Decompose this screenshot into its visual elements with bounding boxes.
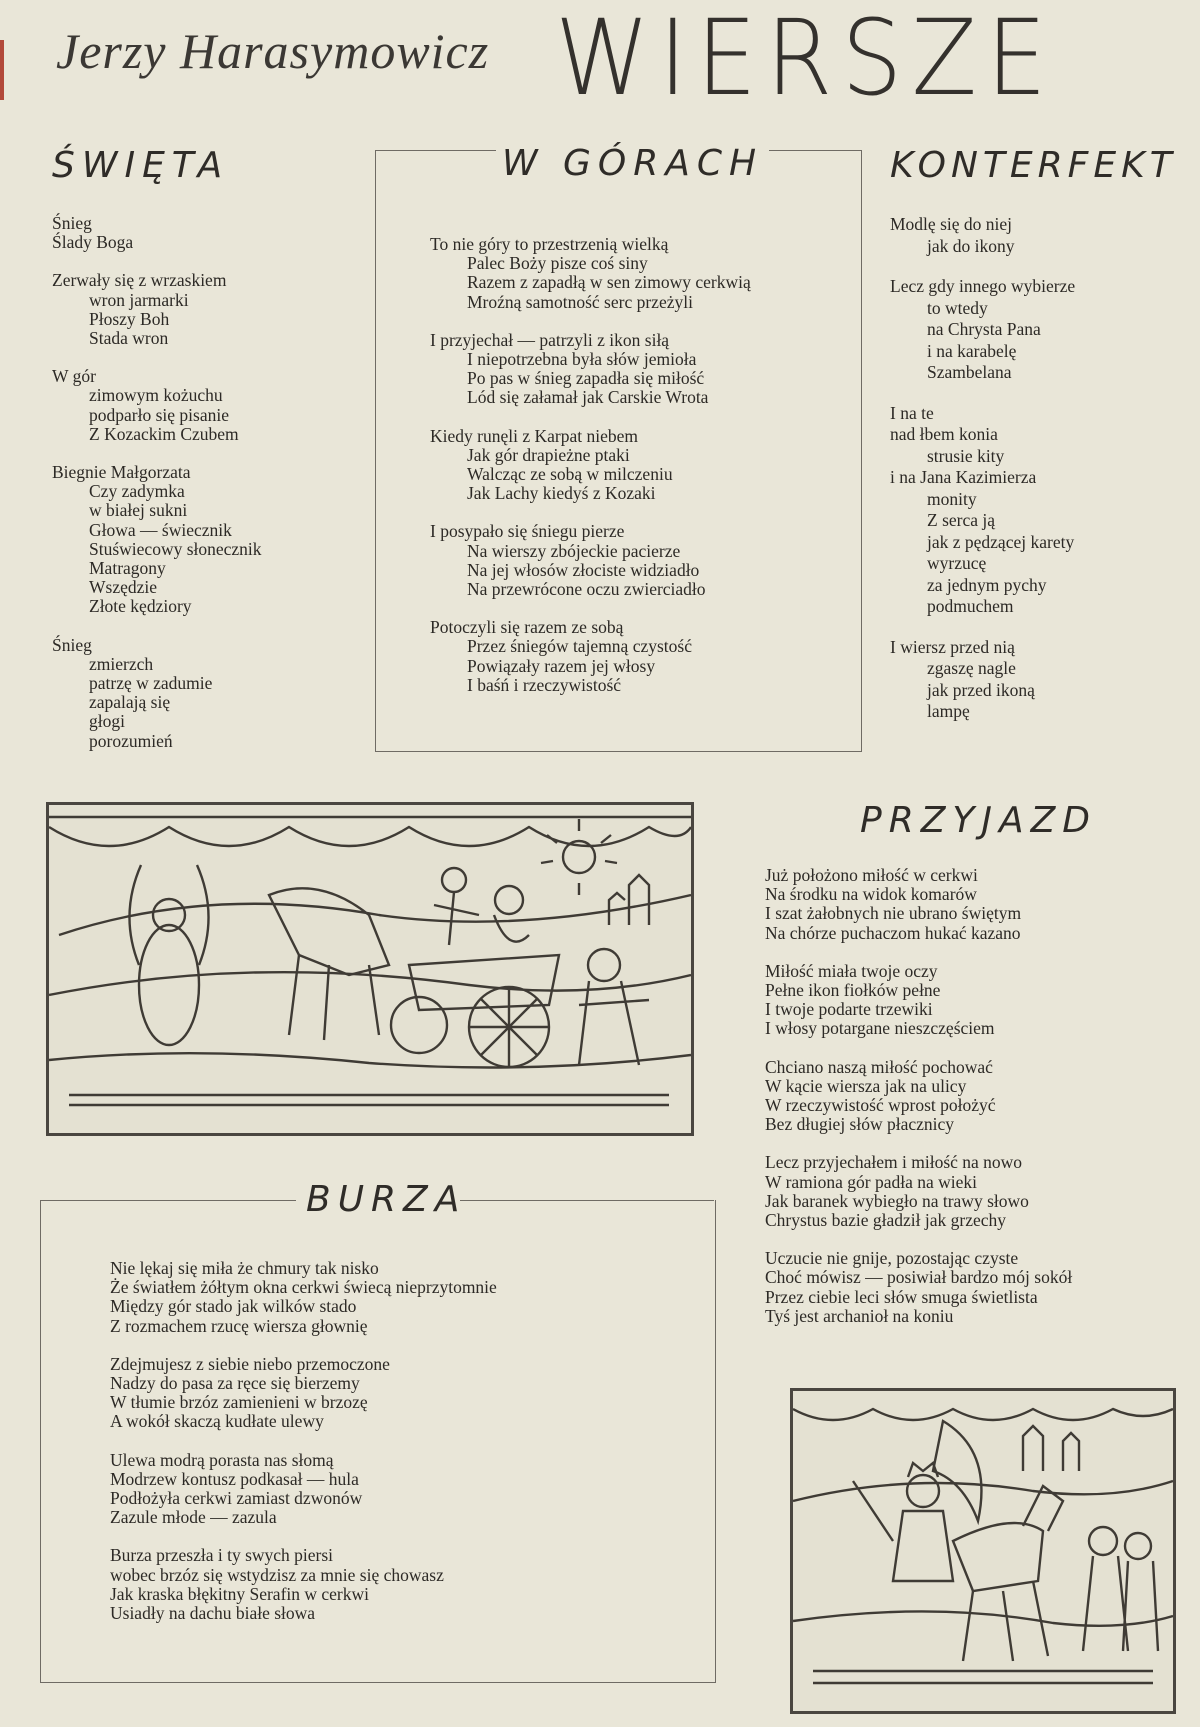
poem-line: i na karabelę [927,340,1017,361]
poem-line: Matragony [89,558,166,579]
stanza [890,637,1075,723]
poem-line: Płoszy Boh [89,308,170,329]
poem-line: Z Kozackim Czubem [89,423,239,444]
poem-line: Pełne ikon fiołków pełne [765,980,941,1001]
woodcut-sleigh-image [49,805,691,1133]
poem-line: i na Jana Kazimierza [890,467,1037,487]
stanza [52,463,262,617]
poem-line: W rzeczywistość wprost położyć [765,1095,996,1116]
poem-line: Jak Lachy kiedyś z Kozaki [467,483,656,504]
page-title: WIERSZE [555,0,1056,119]
poem-line: Potoczyli się razem ze sobą [430,617,624,638]
stanza [52,271,262,348]
stanza [765,1249,1072,1326]
poem-line: To nie góry to przestrzenią wielką [430,234,669,254]
poem-line: I niepotrzebna była słów jemioła [467,349,697,370]
poem-line: Na chórze puchaczom hukać kazano [765,922,1021,943]
poem-line: Czy zadymka [89,481,185,502]
poem-line: I włosy potargane nieszczęściem [765,1018,995,1039]
poem-line: Jak baranek wybiegło na trawy słowo [765,1190,1029,1211]
poem-line: Biegnie Małgorzata [52,462,191,483]
stanza [430,235,751,312]
poem-line: Choć mówisz — posiwiał bardzo mój sokół [765,1267,1073,1288]
poem-line: W tłumie brzóz zamienieni w brzozę [110,1392,368,1413]
poem-line: Modrzew kontusz podkasał — hula [110,1468,359,1489]
poem-line: Usiadły na dachu białe słowa [110,1603,316,1624]
poem-line: Razem z zapadłą w sen zimowy cerkwią [467,272,751,293]
poem-line: Na jej włosów złociste widziadło [467,559,700,580]
poem-line: Wszędzie [89,577,158,598]
poem-line: Przez ciebie leci słów smuga świetlista [765,1286,1038,1307]
poem-line: Podłożyła cerkwi zamiast dzwonów [110,1488,363,1509]
poem-line: strusie kity [927,445,1005,466]
poem-line: podmuchem [927,596,1014,616]
poem-line: W gór [52,366,96,387]
stanza [765,866,1072,943]
poem-line: w białej sukni [89,500,188,521]
stanza [765,1153,1072,1230]
poem-line: za jednym pychy [927,574,1047,595]
poem-line: zapalają się [89,692,171,713]
stanza [110,1546,497,1623]
poem-line: Walcząc ze sobą w milczeniu [467,464,673,485]
poem-line: Tyś jest archanioł na koniu [765,1305,954,1326]
poem-line: Miłość miała twoje oczy [765,960,938,981]
author-name: Jerzy Harasymowicz [56,23,490,79]
poem-line: Burza przeszła i ty swych piersi [110,1545,334,1566]
poem-line: Między gór stado jak wilków stado [110,1296,357,1317]
poem-line: nad łbem konia [890,424,998,444]
burza-rule-right [460,1200,714,1201]
poem-line: Chciano naszą miłość pochować [765,1056,993,1077]
poem-line: Nadzy do pasa za ręce się bierzemy [110,1373,360,1394]
poem-line: zmierzch [89,653,154,674]
poem-swieta [52,214,262,770]
poem-line: wobec brzóz się wstydzisz za mnie się chowasz [110,1564,444,1585]
poem-line: I posypało się śniegu pierze [430,521,625,542]
poem-line: Na przewrócone oczu zwierciadło [467,579,706,600]
poem-line: głogi [89,711,125,732]
stanza [890,403,1075,618]
poem-line: Że światłem żółtym okna cerkwi świecą nieprzytomnie [110,1277,497,1298]
burza-rule-left [40,1200,296,1201]
poem-line: to wtedy [927,297,988,318]
poem-line: Lód się załamał jak Carskie Wrota [467,387,709,408]
poem-line: monity [927,488,977,509]
poem-w-gorach [430,235,751,714]
poem-konterfekt [890,214,1075,742]
poem-line: Zerwały się z wrzaskiem [52,270,227,291]
woodcut-rider-image [793,1391,1173,1711]
poem-line: Z rozmachem rzucę wiersza głownię [110,1315,368,1336]
poem-line: Lecz przyjechałem i miłość na nowo [765,1152,1023,1173]
stanza [890,214,1075,257]
poem-line: Złote kędziory [89,596,192,617]
stanza [430,331,751,408]
stanza [52,636,262,751]
stanza [430,522,751,599]
poem-line: wyrzucę [927,553,987,573]
poem-line: I wiersz przed nią [890,636,1015,657]
poem-line: Stada wron [89,328,169,349]
poem-line: Nie lękaj się miła że chmury tak nisko [110,1258,379,1278]
poem-line: jak do ikony [927,235,1015,256]
poem-line: Z serca ją [927,510,996,530]
poem-line: W ramiona gór padła na wieki [765,1171,978,1192]
poem-line: porozumień [89,730,173,751]
stanza [890,276,1075,384]
poem-line: wron jarmarki [89,289,189,310]
poem-line: Modlę się do niej [890,214,1012,234]
stanza [765,1058,1072,1135]
poem-line: zgaszę nagle [927,658,1016,678]
poem-line: Na wierszy zbójeckie pacierze [467,540,681,561]
poem-line: Stuświecowy słonecznik [89,538,262,559]
poem-line: A wokół skaczą kudłate ulewy [110,1411,324,1432]
poem-line: Powiązały razem jej włosy [467,655,656,676]
poem-line: Chrystus bazie gładził jak grzechy [765,1210,1007,1231]
stanza [430,618,751,695]
poem-line: I baśń i rzeczywistość [467,674,622,695]
poem-line: patrzę w zadumie [89,673,213,694]
poem-przyjazd [765,866,1072,1345]
poem-line: Lecz gdy innego wybierze [890,276,1076,296]
stanza [52,214,262,252]
poem-line: Głowa — świecznik [89,519,232,540]
poem-line: Palec Boży pisze coś siny [467,253,648,274]
poem-line: Kiedy runęli z Karpat niebem [430,425,638,446]
stanza [110,1451,497,1528]
stanza [52,367,262,444]
stanza [765,962,1072,1039]
stanza [430,427,751,504]
poem-title-w-gorach: W GÓRACH [496,146,769,182]
poem-title-przyjazd: PRZYJAZD [860,800,1098,841]
poem-title-konterfekt: KONTERFEKT [890,145,1177,186]
poem-line: Zazule młode — zazula [110,1507,277,1528]
poem-line: lampę [927,701,970,721]
poem-line: I na te [890,402,934,423]
poem-line: na Chrysta Pana [927,319,1041,339]
poem-title-burza: BURZA [306,1179,467,1220]
poem-line: Jak kraska błękitny Serafin w cerkwi [110,1583,370,1604]
poem-line: Ślady Boga [52,232,134,253]
poem-line: Uczucie nie gnije, pozostając czyste [765,1248,1019,1269]
poem-line: jak z pędzącej karety [927,531,1075,552]
poem-line: Po pas w śnieg zapadła się miłość [467,368,705,389]
poem-line: Na środku na widok komarów [765,884,977,905]
poem-line: Szambelana [927,362,1012,382]
poem-line: I przyjechał — patrzyli z ikon siłą [430,329,670,350]
poem-line: I szat żałobnych nie ubrano świętym [765,903,1022,924]
stanza [110,1259,497,1336]
stanza [110,1355,497,1432]
poem-line: Ulewa modrą porasta nas słomą [110,1449,334,1470]
poem-line: I twoje podarte trzewiki [765,999,933,1020]
poem-line: W kącie wiersza jak na ulicy [765,1075,967,1096]
poem-line: zimowym kożuchu [89,385,223,406]
poem-title-swieta: ŚWIĘTA [52,145,230,186]
poem-line: Przez śniegów tajemną czystość [467,636,692,657]
poem-line: Śnieg [52,634,92,655]
poem-line: podparło się pisanie [89,404,229,425]
poem-line: Mroźną samotność serc przeżyli [467,291,693,312]
poem-line: Śnieg [52,213,92,233]
woodcut-sleigh-scene [46,802,694,1136]
poem-line: Jak gór drapieżne ptaki [467,444,630,465]
poem-line: Zdejmujesz z siebie niebo przemoczone [110,1353,390,1374]
poem-line: Już położono miłość w cerkwi [765,865,978,885]
poem-line: jak przed ikoną [927,679,1035,700]
left-margin-mark [0,40,4,100]
woodcut-rider-scene [790,1388,1176,1714]
poem-burza [110,1259,497,1642]
poem-line: Bez długiej słów płacznicy [765,1114,955,1135]
